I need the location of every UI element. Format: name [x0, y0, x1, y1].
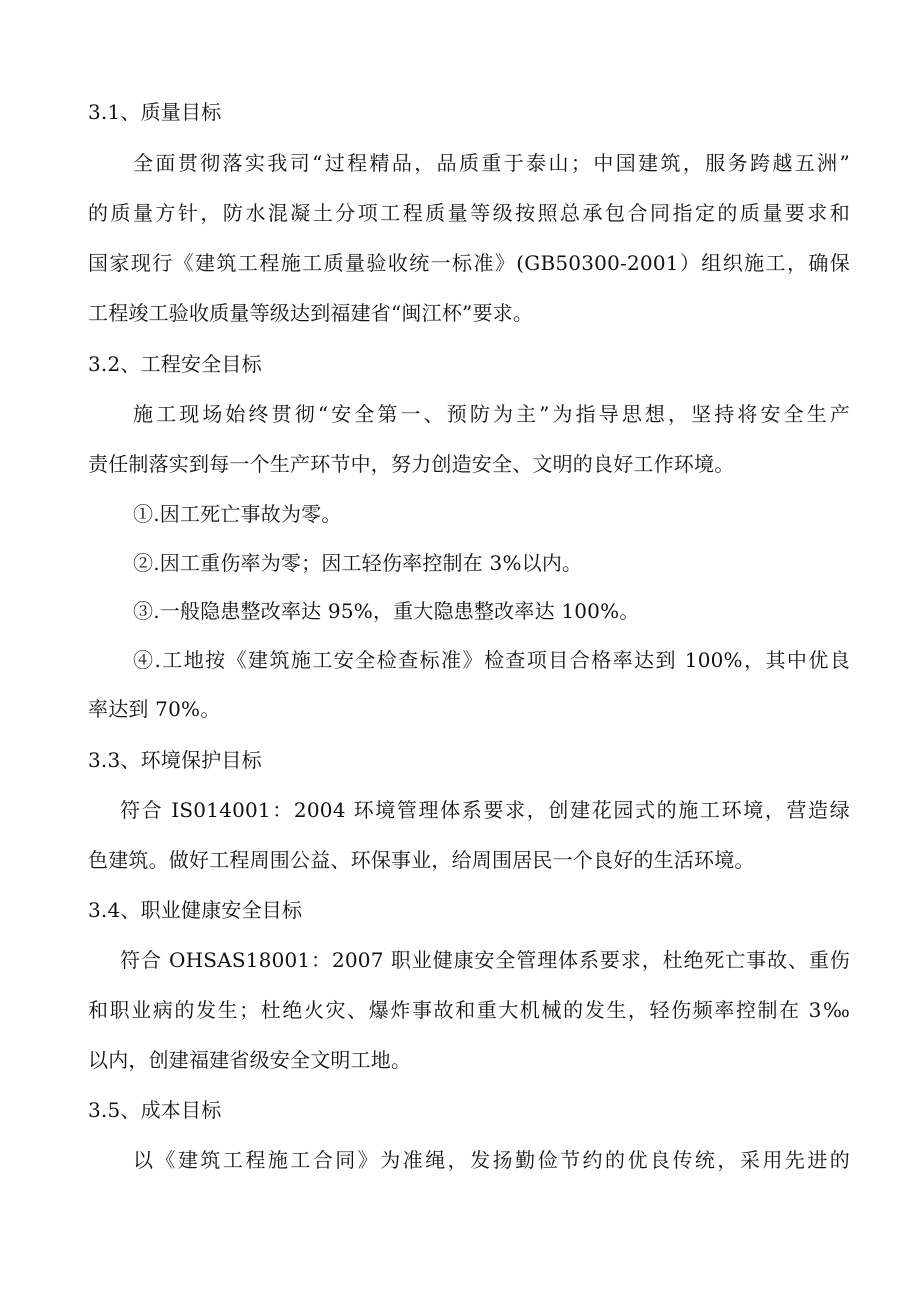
paragraph-line: 施工现场始终贯彻“安全第一、预防为主”为指导思想，坚持将安全生产	[133, 402, 850, 426]
paragraph-line: 的质量方针，防水混凝土分项工程质量等级按照总承包合同指定的质量要求和	[88, 201, 850, 225]
section-heading-3-4: 3.4、职业健康安全目标	[88, 898, 303, 922]
list-item: ①.因工死亡事故为零。	[133, 502, 342, 526]
paragraph-line: 符合 IS014001：2004 环境管理体系要求，创建花园式的施工环境，营造绿	[120, 798, 850, 822]
section-heading-3-1: 3.1、质量目标	[88, 100, 222, 124]
paragraph-line: 和职业病的发生；杜绝火灾、爆炸事故和重大机械的发生，轻伤频率控制在 3‰	[88, 998, 850, 1022]
paragraph-line: 以内，创建福建省级安全文明工地。	[88, 1048, 412, 1072]
paragraph-line: 全面贯彻落实我司“过程精品，品质重于泰山；中国建筑，服务跨越五洲”	[133, 151, 850, 175]
paragraph-line: 符合 OHSAS18001：2007 职业健康安全管理体系要求，杜绝死亡事故、重伤	[120, 948, 850, 972]
section-heading-3-3: 3.3、环境保护目标	[88, 748, 262, 772]
paragraph-line: 国家现行《建筑工程施工质量验收统一标准》(GB50300-2001）组织施工，确保	[88, 251, 850, 275]
list-item: ③.一般隐患整改率达 95%，重大隐患整改率达 100%。	[133, 599, 640, 623]
list-item: ②.因工重伤率为零；因工轻伤率控制在 3%以内。	[133, 551, 583, 575]
paragraph-line: 色建筑。做好工程周围公益、环保事业，给周围居民一个良好的生活环境。	[88, 848, 755, 872]
list-item-continuation: 率达到 70%。	[88, 697, 221, 721]
paragraph-line: 责任制落实到每一个生产环节中，努力创造安全、文明的良好工作环境。	[88, 452, 735, 476]
section-heading-3-2: 3.2、工程安全目标	[88, 352, 262, 376]
paragraph-line: 工程竣工验收质量等级达到福建省“闽江杯”要求。	[88, 301, 534, 325]
section-heading-3-5: 3.5、成本目标	[88, 1098, 222, 1122]
paragraph-line: 以《建筑工程施工合同》为准绳，发扬勤俭节约的优良传统，采用先进的	[133, 1148, 850, 1172]
list-item: ④.工地按《建筑施工安全检查标准》检查项目合格率达到 100%，其中优良	[133, 648, 850, 672]
